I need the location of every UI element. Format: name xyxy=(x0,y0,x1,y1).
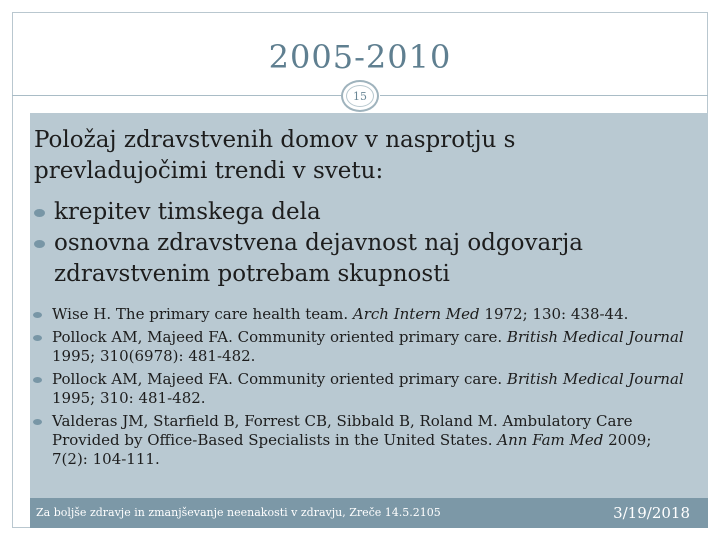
reference-citation: 2009; 7(2): 104-111. xyxy=(52,431,652,468)
reference-journal: British Medical Journal xyxy=(506,328,684,346)
reference-citation: 1972; 130: 438-44. xyxy=(479,305,629,323)
reference-authors: Valderas JM, Starfield B, Forrest CB, Sibbald B, Roland M. Ambulatory Care Provided by Office-Based Specialists in the United States. xyxy=(52,412,633,449)
reference-item xyxy=(30,412,690,469)
footer-text: Za boljše zdravje in zmanjševanje neenakosti v zdravju, Zreče 14.5.2105 xyxy=(36,506,441,519)
bullet-icon xyxy=(33,419,42,425)
title-divider-right xyxy=(380,95,708,96)
bullet-icon xyxy=(33,312,42,318)
reference-journal: British Medical Journal xyxy=(506,370,684,388)
bullet-icon xyxy=(33,335,42,341)
reference-citation: 1995; 310: 481-482. xyxy=(52,389,206,407)
reference-item xyxy=(30,370,690,408)
slide-footer xyxy=(30,498,708,528)
list-item xyxy=(30,197,690,228)
slide-title: 2005-2010 xyxy=(268,38,452,76)
reference-list xyxy=(30,305,690,473)
reference-authors: Pollock AM, Majeed FA. Community oriented primary care. xyxy=(52,328,507,346)
reference-item xyxy=(30,305,690,324)
list-item xyxy=(30,228,690,290)
reference-journal: Ann Fam Med xyxy=(497,431,604,449)
bullet-text: osnovna zdravstvena dejavnost naj odgovarja zdravstvenim potrebam skupnosti xyxy=(54,230,584,287)
page-number: 15 xyxy=(346,85,374,107)
reference-authors: Wise H. The primary care health team. xyxy=(52,305,353,323)
reference-citation: 1995; 310(6978): 481-482. xyxy=(52,347,256,365)
bullet-icon xyxy=(34,209,45,217)
bullet-icon xyxy=(34,240,45,248)
reference-authors: Pollock AM, Majeed FA. Community oriented primary care. xyxy=(52,370,507,388)
slide-content xyxy=(30,113,708,498)
reference-journal: Arch Intern Med xyxy=(352,305,480,323)
page-number-badge xyxy=(341,80,379,112)
title-divider-left xyxy=(12,95,342,96)
footer-date: 3/19/2018 xyxy=(613,504,690,522)
bullet-icon xyxy=(33,377,42,383)
reference-item xyxy=(30,328,690,366)
content-heading: Položaj zdravstvenih domov v nasprotju s prevladujočimi trendi v svetu: xyxy=(34,127,516,184)
bullet-text: krepitev timskega dela xyxy=(54,199,321,225)
main-bullet-list xyxy=(30,197,690,290)
